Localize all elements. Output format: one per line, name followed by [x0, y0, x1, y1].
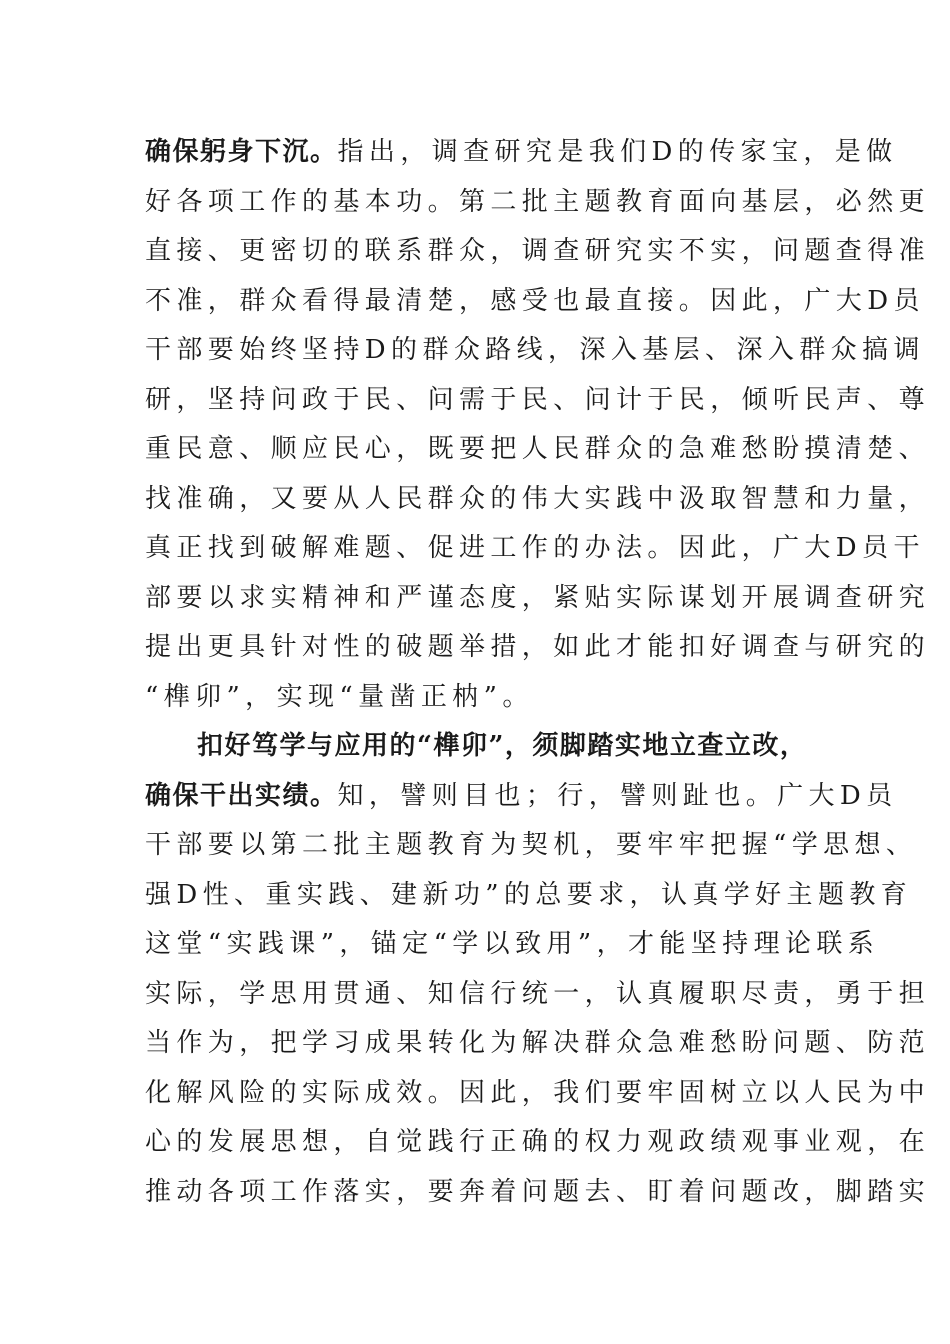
text-line [145, 524, 925, 574]
body-text [145, 128, 931, 1217]
line-text: 实际，学思用贯通、知信行统一，认真履职尽责，勇于担 [145, 978, 931, 1009]
line-text: 心的发展思想，自觉践行正确的权力观政绩观事业观，在 [145, 1127, 931, 1157]
text-line [145, 227, 931, 277]
text-line [145, 920, 880, 970]
line-text: 推动各项工作落实，要奔着问题去、盯着问题改，脚踏实 [145, 1176, 931, 1207]
text-line [145, 128, 898, 178]
bold-lead: 确保躬身下沉。 [145, 137, 338, 167]
text-line [145, 425, 931, 475]
text-line [145, 376, 931, 426]
line-text: 指出，调查研究是我们D的传家宝，是做 [337, 137, 898, 167]
line-text: 干部要以第二批主题教育为契机，要牢牢把握“学思想、 [145, 830, 918, 860]
text-line [145, 1168, 931, 1218]
line-text: 研，坚持问政于民、问需于民、问计于民，倾听民声、尊 [145, 384, 931, 415]
line-text: 直接、更密切的联系群众，调查研究实不实，问题查得准 [145, 236, 931, 266]
text-line [145, 623, 931, 673]
line-text: 知，譬则目也；行，譬则趾也。广大D员 [337, 780, 898, 811]
line-text: 重民意、顺应民心，既要把人民群众的急难愁盼摸清楚、 [145, 434, 931, 464]
text-line [145, 871, 913, 921]
bold-lead: 确保干出实绩。 [145, 780, 338, 811]
line-text: 化解风险的实际成效。因此，我们要牢固树立以人民为中 [145, 1077, 931, 1108]
line-text: 部要以求实精神和严谨态度，紧贴实际谋划开展调查研究 [145, 582, 931, 613]
text-line [145, 1118, 931, 1168]
text-line [145, 970, 931, 1020]
text-line [145, 475, 931, 525]
text-line [145, 1019, 931, 1069]
line-text: 真正找到破解难题、促进工作的办法。因此，广大D员干 [145, 533, 925, 563]
text-line [145, 178, 931, 228]
section-heading-line [145, 722, 808, 772]
line-text: 干部要始终坚持D的群众路线，深入基层、深入群众搞调 [145, 335, 925, 365]
bold-lead: 扣好笃学与应用的“榫卯”，须脚踏实地立查立改， [197, 731, 808, 761]
line-text: 这堂“实践课”，锚定“学以致用”，才能坚持理论联系 [145, 929, 880, 959]
text-line [145, 1069, 931, 1119]
text-line [145, 772, 898, 822]
text-line [145, 673, 805, 723]
line-text: 不准，群众看得最清楚，感受也最直接。因此，广大D员 [145, 285, 925, 316]
line-text: 提出更具针对性的破题举措，如此才能扣好调查与研究的 [145, 632, 931, 662]
text-line [145, 574, 931, 624]
line-text: 当作为，把学习成果转化为解决群众急难愁盼问题、防范 [145, 1028, 931, 1058]
line-text: 强D性、重实践、建新功”的总要求，认真学好主题教育 [145, 879, 913, 910]
text-line [145, 277, 925, 327]
line-text: “榫卯”，实现“量凿正枘”。 [145, 681, 534, 712]
text-line [145, 821, 918, 871]
text-line [145, 326, 925, 376]
line-text: 找准确，又要从人民群众的伟大实践中汲取智慧和力量， [145, 483, 931, 514]
line-text: 好各项工作的基本功。第二批主题教育面向基层，必然更 [145, 186, 931, 217]
